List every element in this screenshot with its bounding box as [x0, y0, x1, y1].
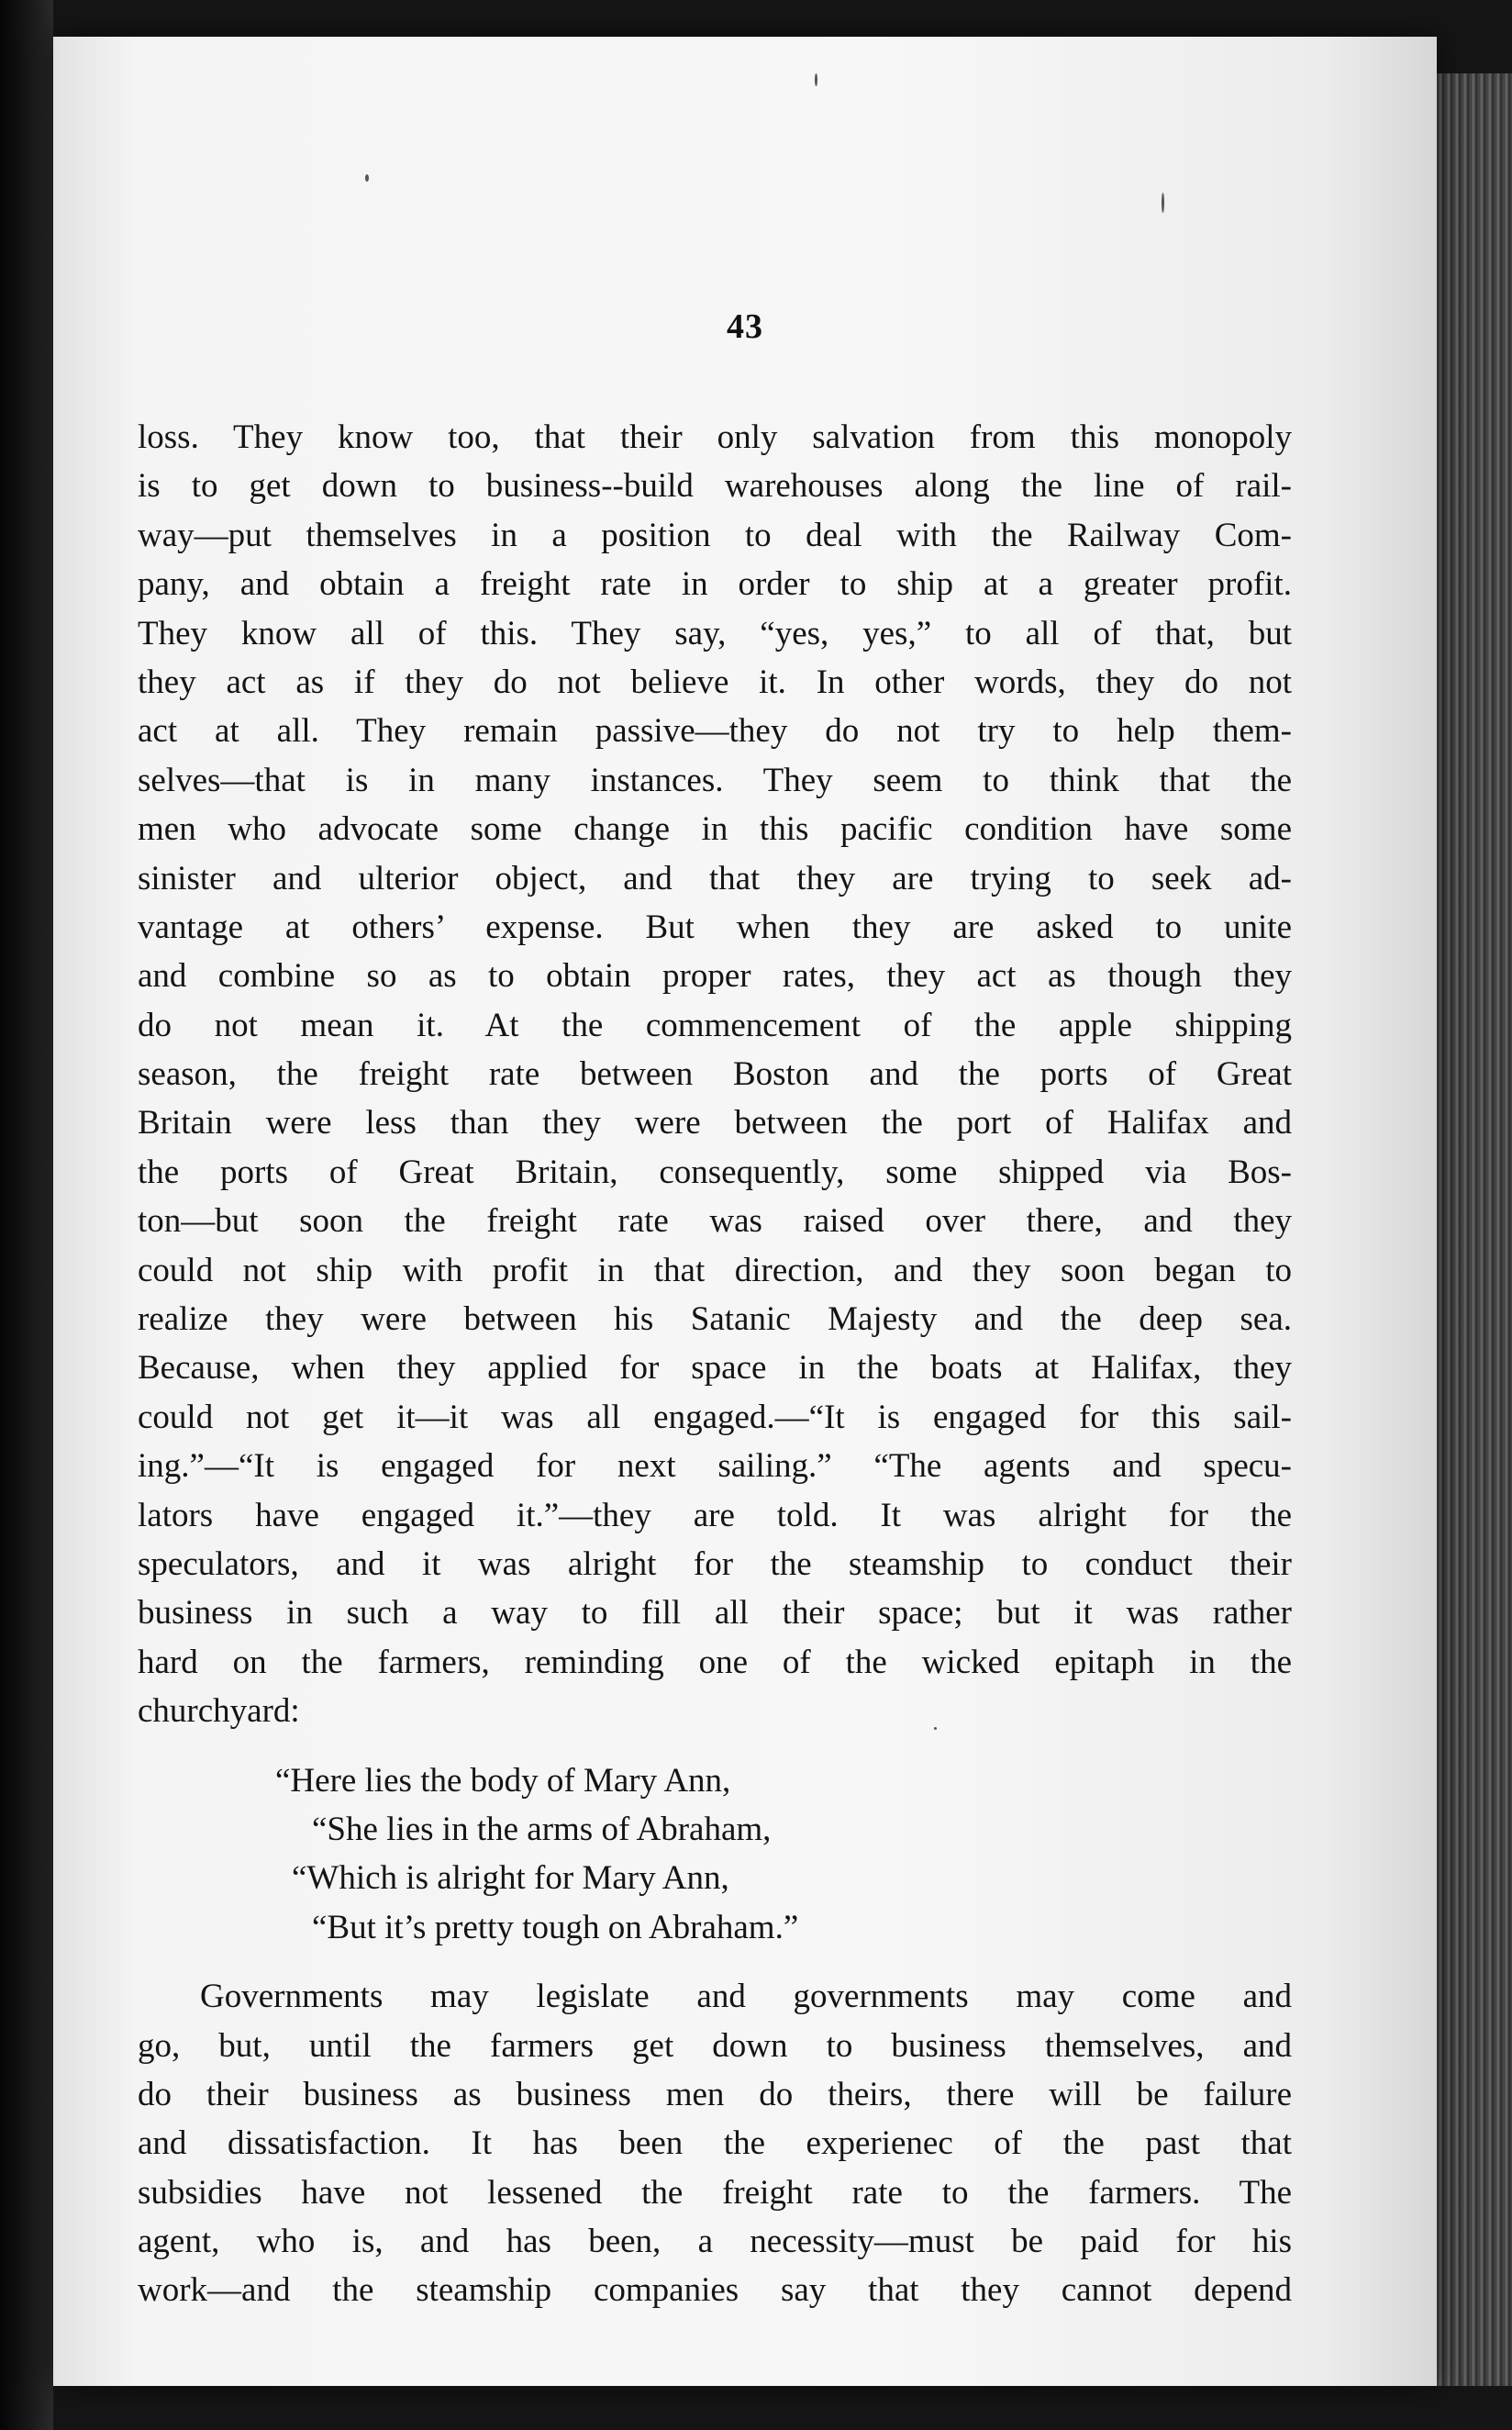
text-line: Because, when they applied for space in the boats at Halifax, they — [138, 1349, 1292, 1388]
scan-speck — [365, 174, 369, 182]
verse-line: “But it’s pretty tough on Abraham.” — [312, 1908, 799, 1946]
text-line: act at all. They remain passive—they do not try to help them- — [138, 712, 1292, 751]
page-body — [138, 413, 1292, 2315]
text-line: lators have engaged it.”—they are told. It was alright for the — [138, 1496, 1292, 1534]
text-line: hard on the farmers, reminding one of the wicked epitaph in the — [138, 1643, 1292, 1681]
text-line: could not get it—it was all engaged.—“It is engaged for this sail- — [138, 1398, 1292, 1436]
text-line: speculators, and it was alright for the steamship to conduct their — [138, 1544, 1292, 1583]
text-line: the ports of Great Britain, consequently, some shipped via Bos- — [138, 1153, 1292, 1191]
text-line: selves—that is in many instances. They seem to think that the — [138, 761, 1292, 799]
scan-border-left — [0, 0, 53, 2430]
text-line: way—put themselves in a position to deal with the Railway Com- — [138, 516, 1292, 554]
text-line: They know all of this. They say, “yes, yes,” to all of that, but — [138, 614, 1292, 652]
text-line: could not ship with profit in that direction, and they soon began to — [138, 1251, 1292, 1289]
text-line: do their business as business men do theirs, there will be failure — [138, 2075, 1292, 2113]
verse-line: “She lies in the arms of Abraham, — [312, 1810, 772, 1848]
text-line: ton—but soon the freight rate was raised over there, and they — [138, 1202, 1292, 1241]
text-line: Governments may legislate and governments may come and — [200, 1978, 1292, 2016]
text-line: agent, who is, and has been, a necessity—must be paid for his — [138, 2223, 1292, 2261]
text-line: season, the freight rate between Boston and the ports of Great — [138, 1055, 1292, 1094]
text-line: and dissatisfaction. It has been the experienec of the past that — [138, 2124, 1292, 2163]
text-line: do not mean it. At the commencement of the apple shipping — [138, 1006, 1292, 1044]
text-line: men who advocate some change in this pacific condition have some — [138, 810, 1292, 849]
text-line: ing.”—“It is engaged for next sailing.” “The agents and specu- — [138, 1447, 1292, 1486]
book-page-edges — [1426, 73, 1512, 2386]
epitaph-verse — [138, 1756, 1292, 1953]
text-line: go, but, until the farmers get down to business themselves, and — [138, 2026, 1292, 2065]
text-line: vantage at others’ expense. But when they are asked to unite — [138, 908, 1292, 946]
text-line: loss. They know too, that their only salvation from this monopoly — [138, 418, 1292, 456]
text-line: Britain were less than they were between the port of Halifax and — [138, 1104, 1292, 1143]
paragraph-2 — [138, 1972, 1292, 2315]
text-line: subsidies have not lessened the freight rate to the farmers. The — [138, 2173, 1292, 2212]
page-number: 43 — [727, 307, 763, 346]
text-line: is to get down to business--build warehouses along the line of rail- — [138, 467, 1292, 506]
scan-speck — [815, 73, 817, 86]
book-page — [53, 37, 1437, 2386]
verse-line: “Which is alright for Mary Ann, — [292, 1859, 729, 1898]
text-line: work—and the steamship companies say that they cannot depend — [138, 2271, 1292, 2310]
text-line: pany, and obtain a freight rate in order to ship at a greater profit. — [138, 565, 1292, 604]
text-line: realize they were between his Satanic Majesty and the deep sea. — [138, 1300, 1292, 1339]
paragraph-1 — [138, 413, 1292, 1736]
text-line: they act as if they do not believe it. In other words, they do not — [138, 663, 1292, 701]
text-line: sinister and ulterior object, and that they are trying to seek ad- — [138, 859, 1292, 897]
text-line: and combine so as to obtain proper rates, they act as though they — [138, 957, 1292, 996]
verse-line: “Here lies the body of Mary Ann, — [275, 1761, 731, 1800]
text-line: churchyard: — [138, 1692, 300, 1731]
text-line: business in such a way to fill all their space; but it was rather — [138, 1594, 1292, 1633]
scan-speck — [1162, 193, 1164, 213]
